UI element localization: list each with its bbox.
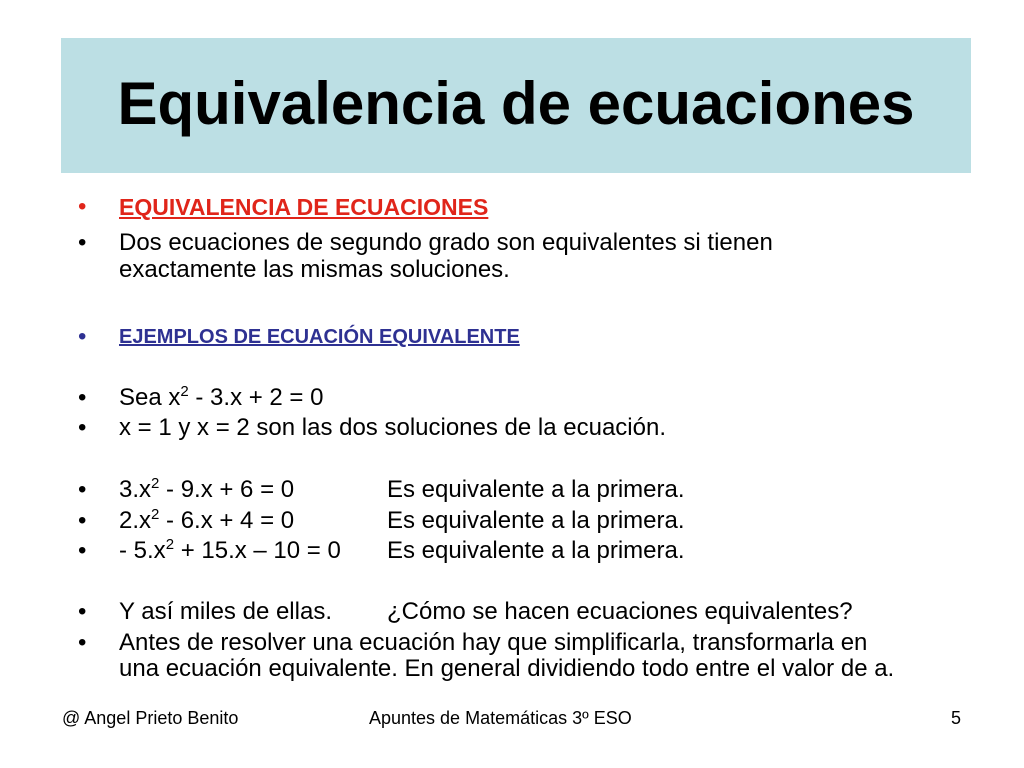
bullet-marker: •	[78, 598, 87, 625]
many-left-text: Y así miles de ellas.	[119, 598, 332, 625]
example-note: Es equivalente a la primera.	[387, 507, 685, 534]
example-equation	[119, 507, 294, 535]
solutions-text: x = 1 y x = 2 son las dos soluciones de la ecuación.	[119, 414, 666, 441]
example-equation	[119, 476, 294, 504]
many-right-text: ¿Cómo se hacen ecuaciones equivalentes?	[387, 598, 853, 625]
example-equation	[119, 537, 341, 565]
equation-part: 2.x	[119, 507, 152, 534]
example-note: Es equivalente a la primera.	[387, 476, 685, 503]
bullet-marker: •	[78, 193, 87, 220]
heading-ejemplos: EJEMPLOS DE ECUACIÓN EQUIVALENTE	[119, 326, 520, 348]
slide-title: Equivalencia de ecuaciones	[117, 70, 915, 137]
footer-author: @ Angel Prieto Benito	[62, 708, 239, 728]
exponent: 2	[151, 475, 160, 492]
bullet-marker: •	[78, 229, 87, 256]
equation-part: - 6.x + 4 = 0	[159, 507, 295, 534]
bullet-marker: •	[78, 323, 87, 350]
bullet-marker: •	[78, 537, 87, 564]
definition-line-2: exactamente las mismas soluciones.	[119, 256, 510, 283]
equation-part: + 15.x – 10 = 0	[174, 537, 341, 564]
heading-equivalencia: EQUIVALENCIA DE ECUACIONES	[119, 194, 489, 220]
bullet-marker: •	[78, 629, 87, 656]
bullet-marker: •	[78, 476, 87, 503]
example-note: Es equivalente a la primera.	[387, 537, 685, 564]
before-line-1: Antes de resolver una ecuación hay que simplificarla, transformarla en	[119, 629, 868, 656]
footer-page-number: 5	[951, 708, 962, 728]
equation-part: - 5.x	[119, 537, 166, 564]
before-line-2: una ecuación equivalente. En general dividiendo todo entre el valor de a.	[119, 655, 895, 682]
title-banner	[61, 38, 971, 173]
equation-part: 3.x	[119, 476, 152, 503]
bullet-marker: •	[78, 384, 87, 411]
equation-part: - 9.x + 6 = 0	[159, 476, 295, 503]
sea-equation	[119, 384, 323, 412]
exponent: 2	[165, 536, 175, 553]
exponent: 2	[151, 506, 160, 523]
exponent: 2	[180, 383, 189, 400]
footer-course: Apuntes de Matemáticas 3º ESO	[369, 708, 632, 728]
sea-prefix: Sea x	[119, 384, 181, 411]
definition-line-1: Dos ecuaciones de segundo grado son equivalentes si tienen	[119, 229, 773, 256]
bullet-marker: •	[78, 507, 87, 534]
sea-suffix: - 3.x + 2 = 0	[188, 384, 324, 411]
bullet-marker: •	[78, 414, 87, 441]
